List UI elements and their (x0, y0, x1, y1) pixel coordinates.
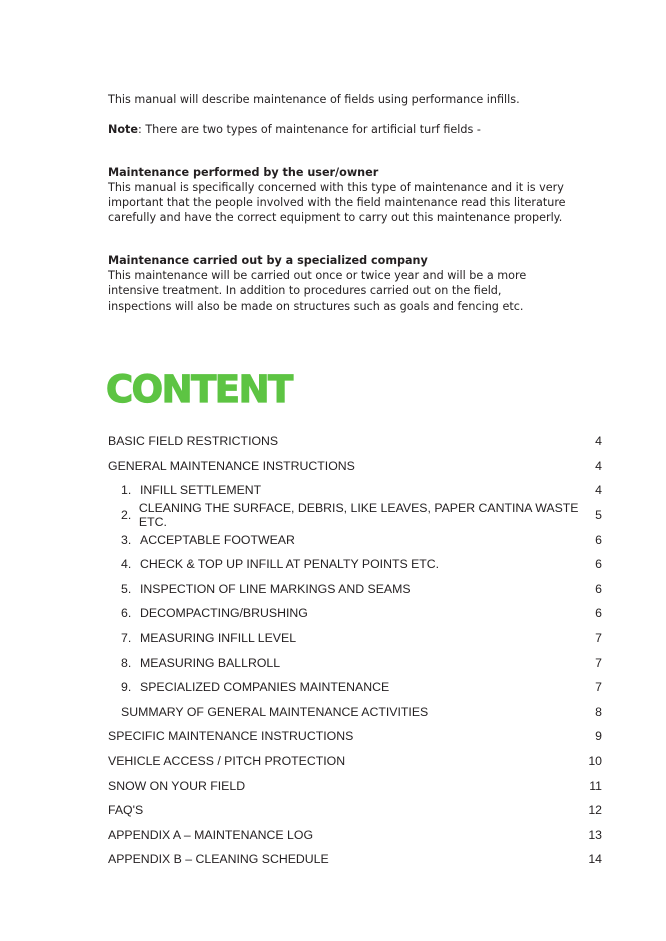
intro-text: This manual will describe maintenance of fields using performance infills. (108, 93, 520, 106)
toc-entry-title (108, 705, 428, 719)
toc-entry-title (108, 557, 439, 571)
toc-entry[interactable] (108, 675, 602, 700)
toc-entry-page-number: 7 (595, 631, 602, 646)
toc-entry[interactable] (108, 478, 602, 503)
toc-entry[interactable] (108, 749, 602, 774)
toc-entry-number: 6. (121, 606, 132, 621)
toc-entry-page-number: 13 (588, 827, 602, 842)
toc-entry[interactable] (108, 773, 602, 798)
toc-entry-page-number: 6 (595, 606, 602, 621)
toc-entry-page-number: 10 (588, 754, 602, 769)
toc-entry-title (108, 803, 143, 817)
toc-entry-page-number: 7 (595, 680, 602, 695)
toc-entry-label: BASIC FIELD RESTRICTIONS (108, 434, 279, 449)
toc-entry[interactable] (108, 823, 602, 848)
section-text-line: inspections will also be made on structures such as goals and fencing etc. (108, 299, 524, 313)
toc-entry-title (108, 656, 280, 670)
toc-entry-page-number: 12 (588, 803, 602, 818)
toc-entry-page-number: 6 (595, 532, 602, 547)
toc-entry-label: GENERAL MAINTENANCE INSTRUCTIONS (108, 458, 355, 473)
note-paragraph (108, 122, 588, 137)
toc-entry[interactable] (108, 798, 602, 823)
toc-entry-number: 2. (121, 508, 132, 523)
toc-entry-title (108, 631, 296, 645)
toc-entry-label: APPENDIX A – MAINTENANCE LOG (108, 827, 314, 842)
toc-entry-title (108, 754, 345, 768)
toc-entry-title (108, 582, 411, 596)
toc-entry-page-number: 11 (589, 778, 602, 793)
toc-entry-page-number: 8 (595, 704, 602, 719)
toc-entry[interactable] (108, 650, 602, 675)
toc-entry-label: INSPECTION OF LINE MARKINGS AND SEAMS (140, 581, 411, 596)
section-text-line: carefully and have the correct equipment to carry out this maintenance properly. (108, 211, 563, 225)
toc-entry-page-number: 6 (595, 557, 602, 572)
toc-entry-label: INFILL SETTLEMENT (140, 483, 262, 498)
note-label: Note (108, 123, 138, 137)
content-heading: CONTENT (106, 368, 292, 411)
toc-entry-title (108, 828, 313, 842)
toc-entry-title (108, 459, 355, 473)
toc-entry-number: 7. (121, 631, 132, 646)
toc-entry-number: 9. (121, 680, 132, 695)
toc-entry-label: CHECK & TOP UP INFILL AT PENALTY POINTS ETC. (140, 557, 440, 572)
note-text: : There are two types of maintenance for artificial turf fields - (138, 123, 481, 137)
toc-entry-label: MEASURING BALLROLL (140, 655, 281, 670)
toc-entry-label: MEASURING INFILL LEVEL (140, 631, 297, 646)
toc-entry-title (108, 434, 278, 448)
toc-entry[interactable] (108, 700, 602, 725)
toc-entry[interactable] (108, 577, 602, 602)
toc-entry-page-number: 5 (595, 508, 602, 523)
section-heading-specialized-company: Maintenance carried out by a specialized company (108, 253, 428, 267)
toc-entry[interactable] (108, 724, 602, 749)
toc-entry-label: APPENDIX B – CLEANING SCHEDULE (108, 852, 329, 867)
toc-entry[interactable] (108, 527, 602, 552)
toc-entry-label: FAQ'S (108, 803, 144, 818)
toc-entry-title (108, 483, 261, 497)
toc-entry-label: CLEANING THE SURFACE, DEBRIS, LIKE LEAVES, PAPER CANTINA WASTE ETC. (138, 501, 579, 530)
toc-entry-label: SNOW ON YOUR FIELD (108, 778, 246, 793)
toc-entry-number: 8. (121, 655, 132, 670)
toc-entry[interactable] (108, 847, 602, 872)
toc-entry[interactable] (108, 503, 602, 528)
toc-entry-label: VEHICLE ACCESS / PITCH PROTECTION (108, 754, 346, 769)
toc-entry[interactable] (108, 454, 602, 479)
toc-entry[interactable] (108, 626, 602, 651)
toc-entry-page-number: 14 (588, 852, 602, 867)
toc-entry-title (108, 852, 329, 866)
toc-entry-label: SPECIFIC MAINTENANCE INSTRUCTIONS (108, 729, 354, 744)
toc-entry-page-number: 4 (595, 483, 602, 498)
toc-entry[interactable] (108, 601, 602, 626)
toc-entry-title (108, 680, 389, 694)
toc-entry-label: SPECIALIZED COMPANIES MAINTENANCE (140, 680, 390, 695)
toc-entry-number: 1. (121, 483, 132, 498)
toc-entry-number: 4. (121, 557, 132, 572)
toc-entry-label: DECOMPACTING/BRUSHING (140, 606, 308, 621)
table-of-contents (108, 429, 602, 872)
toc-entry-title (108, 501, 582, 529)
section-text-line: important that the people involved with the field maintenance read this literature (108, 196, 566, 210)
section-text-line: This manual is specifically concerned with this type of maintenance and it is very (108, 180, 564, 194)
toc-entry[interactable] (108, 552, 602, 577)
section-text-line: This maintenance will be carried out once or twice year and will be a more (108, 269, 527, 283)
toc-entry-label: ACCEPTABLE FOOTWEAR (140, 532, 295, 547)
toc-entry-page-number: 4 (595, 458, 602, 473)
toc-entry-page-number: 4 (595, 434, 602, 449)
toc-entry-page-number: 9 (595, 729, 602, 744)
toc-entry[interactable] (108, 429, 602, 454)
toc-entry-label: SUMMARY OF GENERAL MAINTENANCE ACTIVITIES (121, 704, 429, 719)
toc-entry-number: 3. (121, 532, 132, 547)
toc-entry-number: 5. (121, 581, 132, 596)
section-text-line: intensive treatment. In addition to procedures carried out on the field, (108, 284, 502, 298)
toc-entry-title (108, 606, 308, 620)
toc-entry-title (108, 779, 245, 793)
toc-entry-title (108, 533, 295, 547)
section-heading-user-owner: Maintenance performed by the user/owner (108, 165, 379, 179)
toc-entry-page-number: 7 (595, 655, 602, 670)
toc-entry-page-number: 6 (595, 581, 602, 596)
intro-section (108, 92, 588, 314)
toc-entry-title (108, 729, 353, 743)
